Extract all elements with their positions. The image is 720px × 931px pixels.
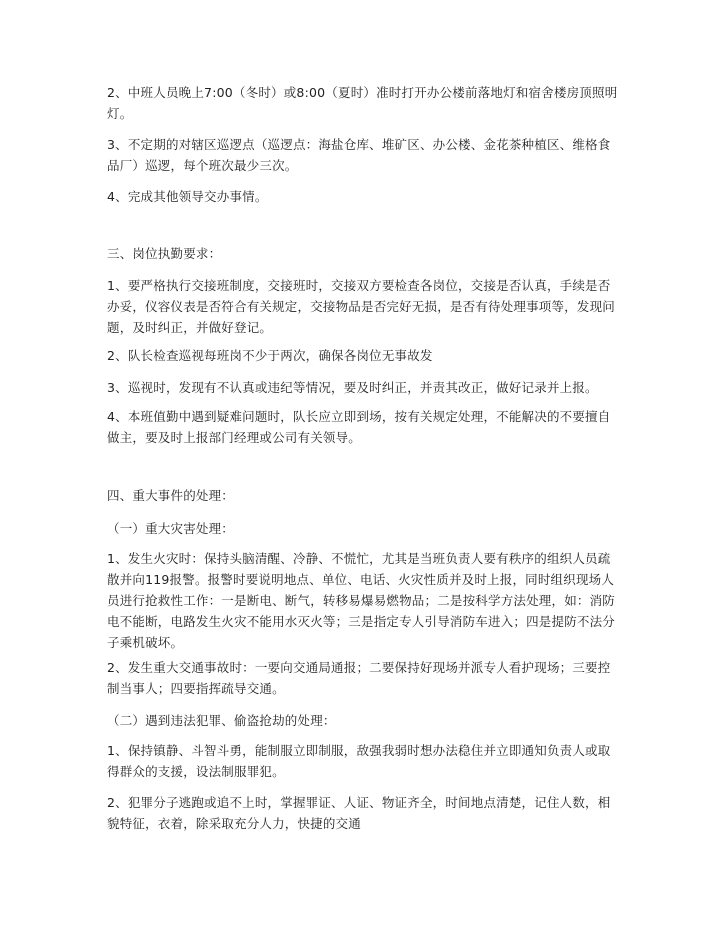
subsection-heading-2: （二）遇到违法犯罪、偷盗抢劫的处理： xyxy=(107,713,336,728)
paragraph-duty-4: 4、本班值勤中遇到疑难问题时，队长应立即到场，按有关规定处理，不能解决的不要擅自做主，要及时上报部门经理或公司有关领导。 xyxy=(107,409,611,445)
paragraph-item-3: 3、不定期的对辖区巡逻点（巡逻点：海盐仓库、堆矿区、办公楼、金花茶种植区、维格食品厂）巡逻，每个班次最少三次。 xyxy=(107,137,611,173)
paragraph-duty-2: 2、队长检查巡视每班岗不少于两次，确保各岗位无事故发 xyxy=(107,348,433,363)
paragraph-duty-3: 3、巡视时，发现有不认真或违纪等情况，要及时纠正，并责其改正，做好记录并上报。 xyxy=(107,380,598,395)
paragraph-item-4: 4、完成其他领导交办事情。 xyxy=(107,189,268,204)
paragraph-duty-1: 1、要严格执行交接班制度，交接班时，交接双方要检查各岗位，交接是否认真，手续是否办妥，仪容仪表是否符合有关规定，交接物品是否完好无损，是否有待处理事项等，发现问题，及时纠正，并做好登记。 xyxy=(107,278,616,335)
section-heading-3: 三、岗位执勤要求： xyxy=(107,246,222,261)
paragraph-fire: 1、发生火灾时：保持头脑清醒、冷静、不慌忙，尤其是当班负责人要有秩序的组织人员疏散并向119报警。报警时要说明地点、单位、电话、火灾性质并及时上报，同时组织现场人员进行抢救性工作：一是断电、断气，转移易爆易燃物品；二是按科学方法处理，如：消防电不能断，电路发生火灾不能用水灭火等；三是指定专人引导消防车进入；四是提防不法分子乘机破坏。 xyxy=(107,551,616,650)
paragraph-crime-2: 2、犯罪分子逃跑或追不上时，掌握罪证、人证、物证齐全，时间地点清楚，记住人数，相貌特征，衣着，除采取充分人力，快捷的交通 xyxy=(107,795,611,831)
paragraph-traffic: 2、发生重大交通事故时：一要向交通局通报；二要保持好现场并派专人看护现场；三要控制当事人；四要指挥疏导交通。 xyxy=(107,660,611,696)
paragraph-item-2: 2、中班人员晚上7:00（冬时）或8:00（夏时）准时打开办公楼前落地灯和宿舍楼房顶照明灯。 xyxy=(107,85,618,121)
paragraph-crime-1: 1、保持镇静、斗智斗勇，能制服立即制服，敌强我弱时想办法稳住并立即通知负责人或取得群众的支援，设法制服罪犯。 xyxy=(107,743,611,779)
subsection-heading-1: （一）重大灾害处理： xyxy=(107,521,235,536)
section-heading-4: 四、重大事件的处理： xyxy=(107,488,235,503)
